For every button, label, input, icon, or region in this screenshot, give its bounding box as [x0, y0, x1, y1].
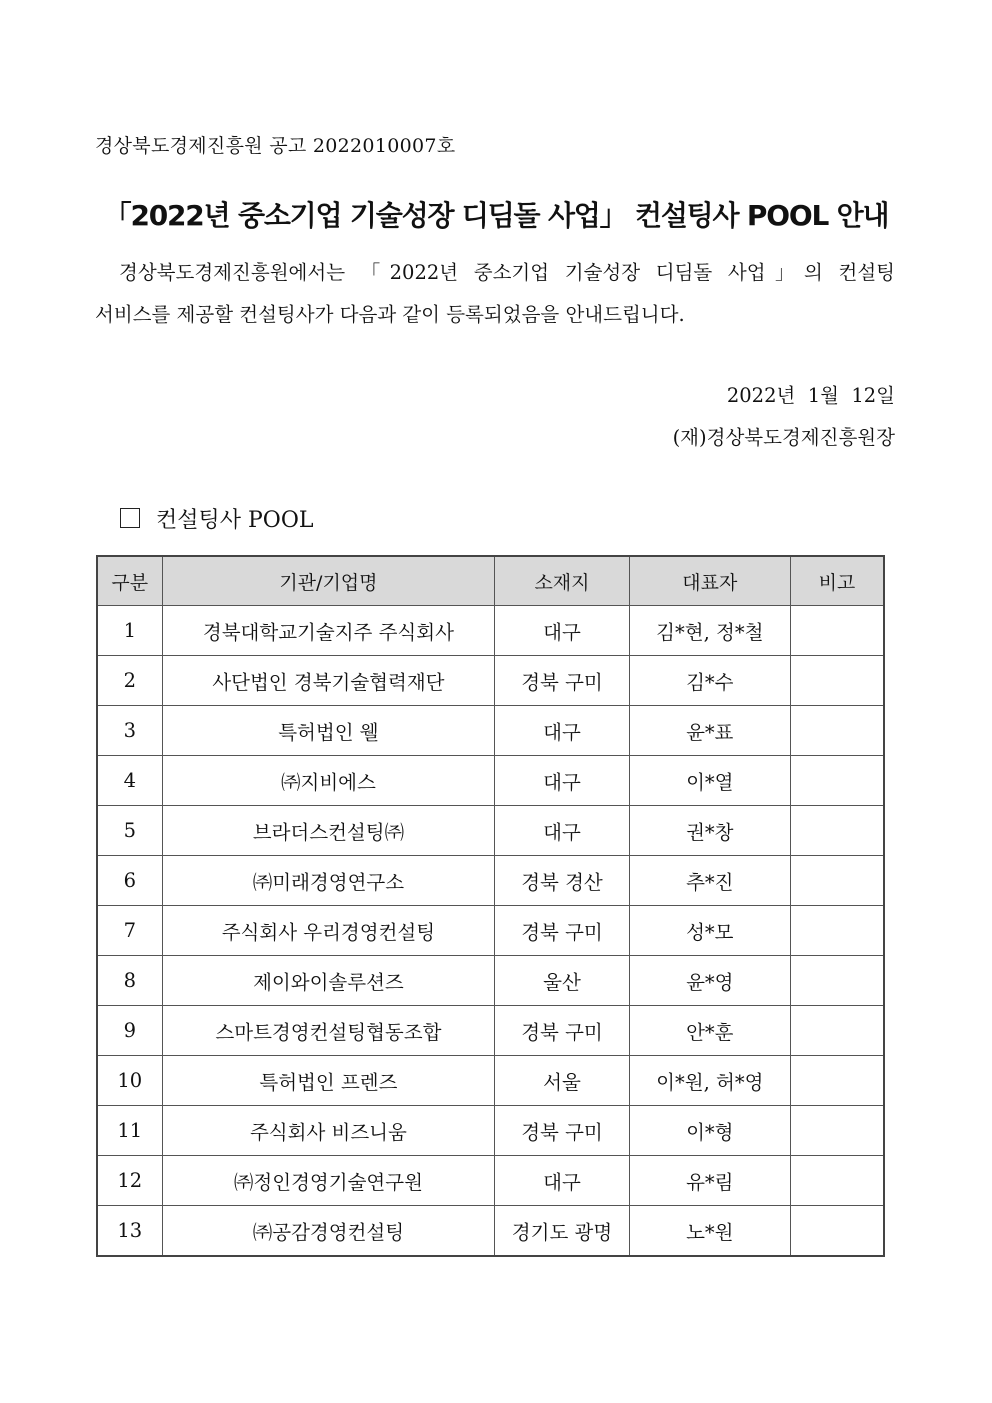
representative: 윤*영 [629, 956, 790, 1006]
location: 울산 [495, 956, 629, 1006]
issuer-name: (재)경상북도경제진흥원장 [672, 426, 895, 449]
notice-date: 2022년 1월 12일 [726, 384, 895, 407]
representative: 윤*표 [629, 706, 790, 756]
representative: 안*훈 [629, 1006, 790, 1056]
company-name: 특허법인 프렌즈 [162, 1056, 495, 1106]
company-name: ㈜미래경영연구소 [162, 856, 495, 906]
document-title: 「2022년 중소기업 기술성장 디딤돌 사업」 컨설팅사 POOL 안내 [103, 199, 889, 232]
table-row [97, 756, 884, 806]
company-name: ㈜정인경영기술연구원 [162, 1156, 495, 1206]
company-name: 브라더스컨설팅㈜ [162, 806, 495, 856]
row-number: 11 [97, 1106, 162, 1156]
table-row [97, 656, 884, 706]
remarks [790, 706, 884, 756]
table-row [97, 1056, 884, 1106]
remarks [790, 806, 884, 856]
table-row [97, 706, 884, 756]
row-number: 7 [97, 906, 162, 956]
representative: 이*열 [629, 756, 790, 806]
consulting-pool-table [96, 555, 885, 1257]
company-name: 주식회사 비즈니움 [162, 1106, 495, 1156]
header-company-name: 기관/기업명 [162, 556, 495, 606]
remarks [790, 906, 884, 956]
remarks [790, 656, 884, 706]
table-row [97, 856, 884, 906]
remarks [790, 1056, 884, 1106]
section-heading-label: 컨설팅사 POOL [156, 508, 314, 533]
intro-line-2: 서비스를 제공할 컨설팅사가 다음과 같이 등록되었음을 안내드립니다. [95, 303, 685, 326]
representative: 유*림 [629, 1156, 790, 1206]
row-number: 4 [97, 756, 162, 806]
table-row [97, 956, 884, 1006]
table-row [97, 1156, 884, 1206]
remarks [790, 1106, 884, 1156]
table-row [97, 1006, 884, 1056]
company-name: 경북대학교기술지주 주식회사 [162, 606, 495, 656]
row-number: 3 [97, 706, 162, 756]
representative: 김*수 [629, 656, 790, 706]
table-row [97, 906, 884, 956]
row-number: 12 [97, 1156, 162, 1206]
remarks [790, 856, 884, 906]
header-location: 소재지 [495, 556, 629, 606]
location: 경북 구미 [495, 656, 629, 706]
location: 대구 [495, 706, 629, 756]
remarks [790, 606, 884, 656]
company-name: ㈜공감경영컨설팅 [162, 1206, 495, 1257]
location: 경북 경산 [495, 856, 629, 906]
intro-line-1: 경상북도경제진흥원에서는 「2022년 중소기업 기술성장 디딤돌 사업」의 컨설팅 [119, 261, 895, 284]
company-name: 주식회사 우리경영컨설팅 [162, 906, 495, 956]
row-number: 1 [97, 606, 162, 656]
table-row [97, 806, 884, 856]
notice-number: 경상북도경제진흥원 공고 2022010007호 [95, 135, 456, 157]
location: 대구 [495, 606, 629, 656]
table-header-row [97, 556, 884, 606]
table-row [97, 1106, 884, 1156]
remarks [790, 1006, 884, 1056]
remarks [790, 1156, 884, 1206]
company-name: 스마트경영컨설팅협동조합 [162, 1006, 495, 1056]
location: 경북 구미 [495, 906, 629, 956]
company-name: ㈜지비에스 [162, 756, 495, 806]
location: 대구 [495, 756, 629, 806]
intro-paragraph [95, 252, 895, 336]
company-name: 제이와이솔루션즈 [162, 956, 495, 1006]
row-number: 8 [97, 956, 162, 1006]
representative: 권*창 [629, 806, 790, 856]
representative: 성*모 [629, 906, 790, 956]
header-representative: 대표자 [629, 556, 790, 606]
remarks [790, 956, 884, 1006]
location: 대구 [495, 806, 629, 856]
location: 대구 [495, 1156, 629, 1206]
row-number: 10 [97, 1056, 162, 1106]
location: 경기도 광명 [495, 1206, 629, 1257]
company-name: 특허법인 웰 [162, 706, 495, 756]
row-number: 9 [97, 1006, 162, 1056]
row-number: 5 [97, 806, 162, 856]
row-number: 6 [97, 856, 162, 906]
row-number: 2 [97, 656, 162, 706]
company-name: 사단법인 경북기술협력재단 [162, 656, 495, 706]
row-number: 13 [97, 1206, 162, 1257]
representative: 추*진 [629, 856, 790, 906]
remarks [790, 1206, 884, 1257]
table-row [97, 606, 884, 656]
location: 경북 구미 [495, 1106, 629, 1156]
header-remarks: 비고 [790, 556, 884, 606]
section-heading [120, 503, 314, 534]
representative: 이*원, 허*영 [629, 1056, 790, 1106]
remarks [790, 756, 884, 806]
representative: 김*현, 정*철 [629, 606, 790, 656]
location: 경북 구미 [495, 1006, 629, 1056]
checkbox-square-icon [120, 508, 140, 528]
location: 서울 [495, 1056, 629, 1106]
representative: 노*원 [629, 1206, 790, 1257]
table-row [97, 1206, 884, 1257]
header-category: 구분 [97, 556, 162, 606]
representative: 이*형 [629, 1106, 790, 1156]
